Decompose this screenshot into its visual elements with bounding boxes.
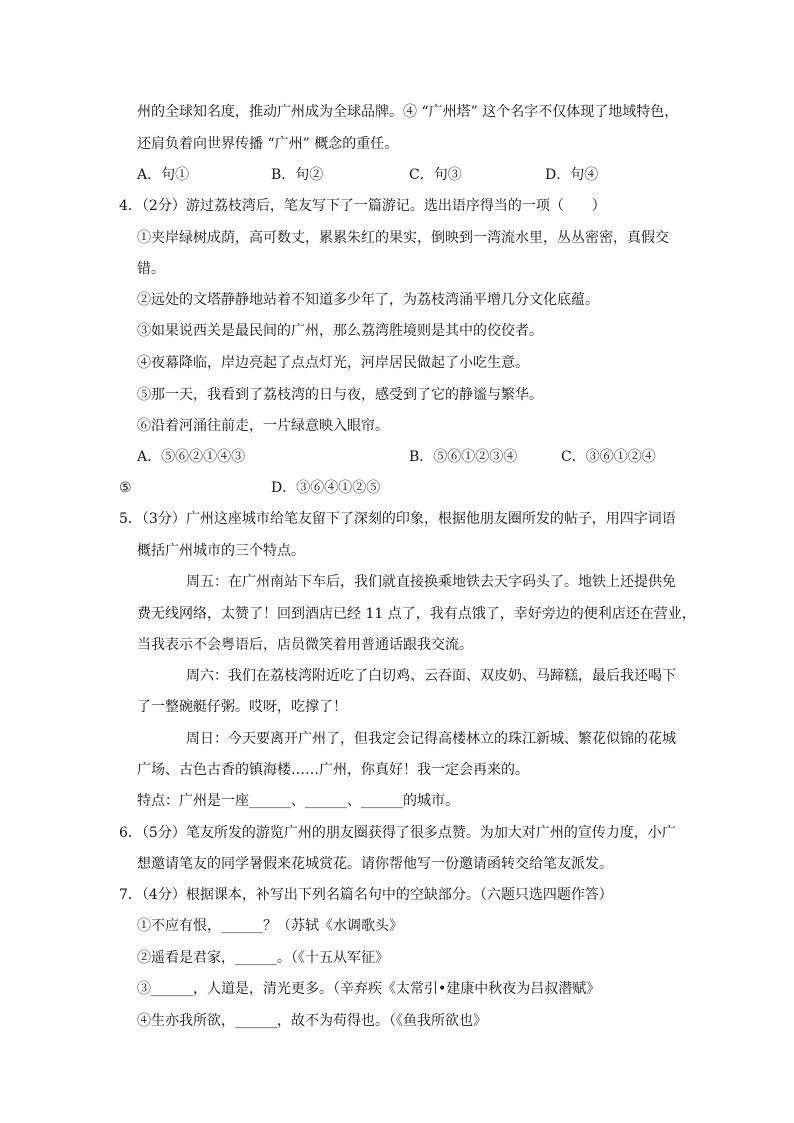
q4-option-d: D．③⑥④①②⑤ [271, 480, 381, 496]
q4-item-6: ⑥沿着河涌往前走，一片绿意映入眼帘。 [137, 418, 389, 434]
q5-sunday-line-1: 周日：今天要离开广州了，但我定会记得高楼林立的珠江新城、繁花似锦的花城 [186, 731, 676, 747]
q7-item-2: ②遥看是君家，______。（《十五从军征》 [137, 950, 389, 966]
q7-item-1: ①不应有恨，______？（苏轼《水调歌头》 [137, 918, 403, 934]
q6-line-1: 6．（5分）笔友所发的游览广州的朋友圈获得了很多点赞。为加大对广州的宣传力度，小广 [119, 825, 676, 841]
q5-stem-line-1: 5．（3分）广州这座城市给笔友留下了深刻的印象，根据他朋友圈所发的帖子，用四字词语 [119, 511, 676, 527]
q5-saturday-line-1: 周六：我们在荔枝湾附近吃了白切鸡、云吞面、双皮奶、马蹄糕，最后我还喝下 [186, 668, 676, 684]
q4-option-b: B．⑤⑥①②③④ [409, 449, 518, 465]
q4-item-1-cont: 错。 [137, 261, 165, 277]
q5-friday-line-3: 当我表示不会粤语后，店员微笑着用普通话跟我交流。 [137, 637, 473, 653]
q4-item-3: ③如果说西关是最民间的广州，那么荔湾胜境则是其中的佼佼者。 [137, 323, 543, 339]
q5-sunday-line-2: 广场、古色古香的镇海楼……广州，你真好！我一定会再来的。 [137, 762, 529, 778]
q3-option-a: A．句① [137, 167, 190, 183]
q3-continuation-line-2: 还肩负着向世界传播 “广州” 概念的重任。 [137, 136, 399, 152]
q4-option-c-cont: ⑤ [119, 480, 132, 496]
q4-item-1: ①夹岸绿树成荫，高可数丈，累累朱红的果实，倒映到一湾流水里，丛丛密密，真假交 [137, 230, 669, 246]
q4-item-4: ④夜幕降临，岸边亮起了点点灯光，河岸居民做起了小吃生意。 [137, 355, 529, 371]
q3-continuation-line-1: 州的全球知名度，推动广州成为全球品牌。④ “广州塔” 这个名字不仅体现了地域特色， [137, 104, 679, 120]
q5-saturday-line-2: 了一整碗艇仔粥。哎呀，吃撑了！ [137, 699, 347, 715]
q4-item-5: ⑤那一天，我看到了荔枝湾的日与夜，感受到了它的静谧与繁华。 [137, 387, 543, 403]
q7-item-3: ③______，人道是，清光更多。（辛弃疾《太常引•建康中秋夜为吕叔潜赋》 [137, 981, 601, 997]
q7-item-4: ④生亦我所欲，______，故不为苟得也。（《鱼我所欲也》 [137, 1013, 487, 1029]
q4-option-c: C．③⑥①②④ [561, 449, 656, 465]
q5-stem-line-2: 概括广州城市的三个特点。 [137, 543, 305, 559]
q3-option-b: B．句② [271, 167, 324, 183]
q5-answer-line: 特点：广州是一座______、______、______的城市。 [137, 793, 459, 809]
q4-stem: 4．（2分）游过荔枝湾后，笔友写下了一篇游记。选出语序得当的一项（ ） [119, 198, 606, 214]
q5-friday-line-2: 费无线网络，太赞了！回到酒店已经 11 点了，我有点饿了，幸好旁边的便利店还在营业， [137, 606, 696, 622]
q4-item-2: ②远处的文塔静静地站着不知道多少年了，为荔枝湾涌平增几分文化底蕴。 [137, 292, 599, 308]
q5-friday-line-1: 周五：在广州南站下车后，我们就直接换乘地铁去天字码头了。地铁上还提供免 [186, 574, 676, 590]
q3-option-c: C．句③ [409, 167, 462, 183]
q3-option-d: D．句④ [545, 167, 599, 183]
q6-line-2: 想邀请笔友的同学暑假来花城赏花。请你帮他写一份邀请函转交给笔友派发。 [137, 856, 613, 872]
q4-option-a: A．⑤⑥②①④③ [137, 449, 246, 465]
q7-stem: 7．（4分）根据课本，补写出下列名篇名句中的空缺部分。（六题只选四题作答） [119, 887, 613, 903]
